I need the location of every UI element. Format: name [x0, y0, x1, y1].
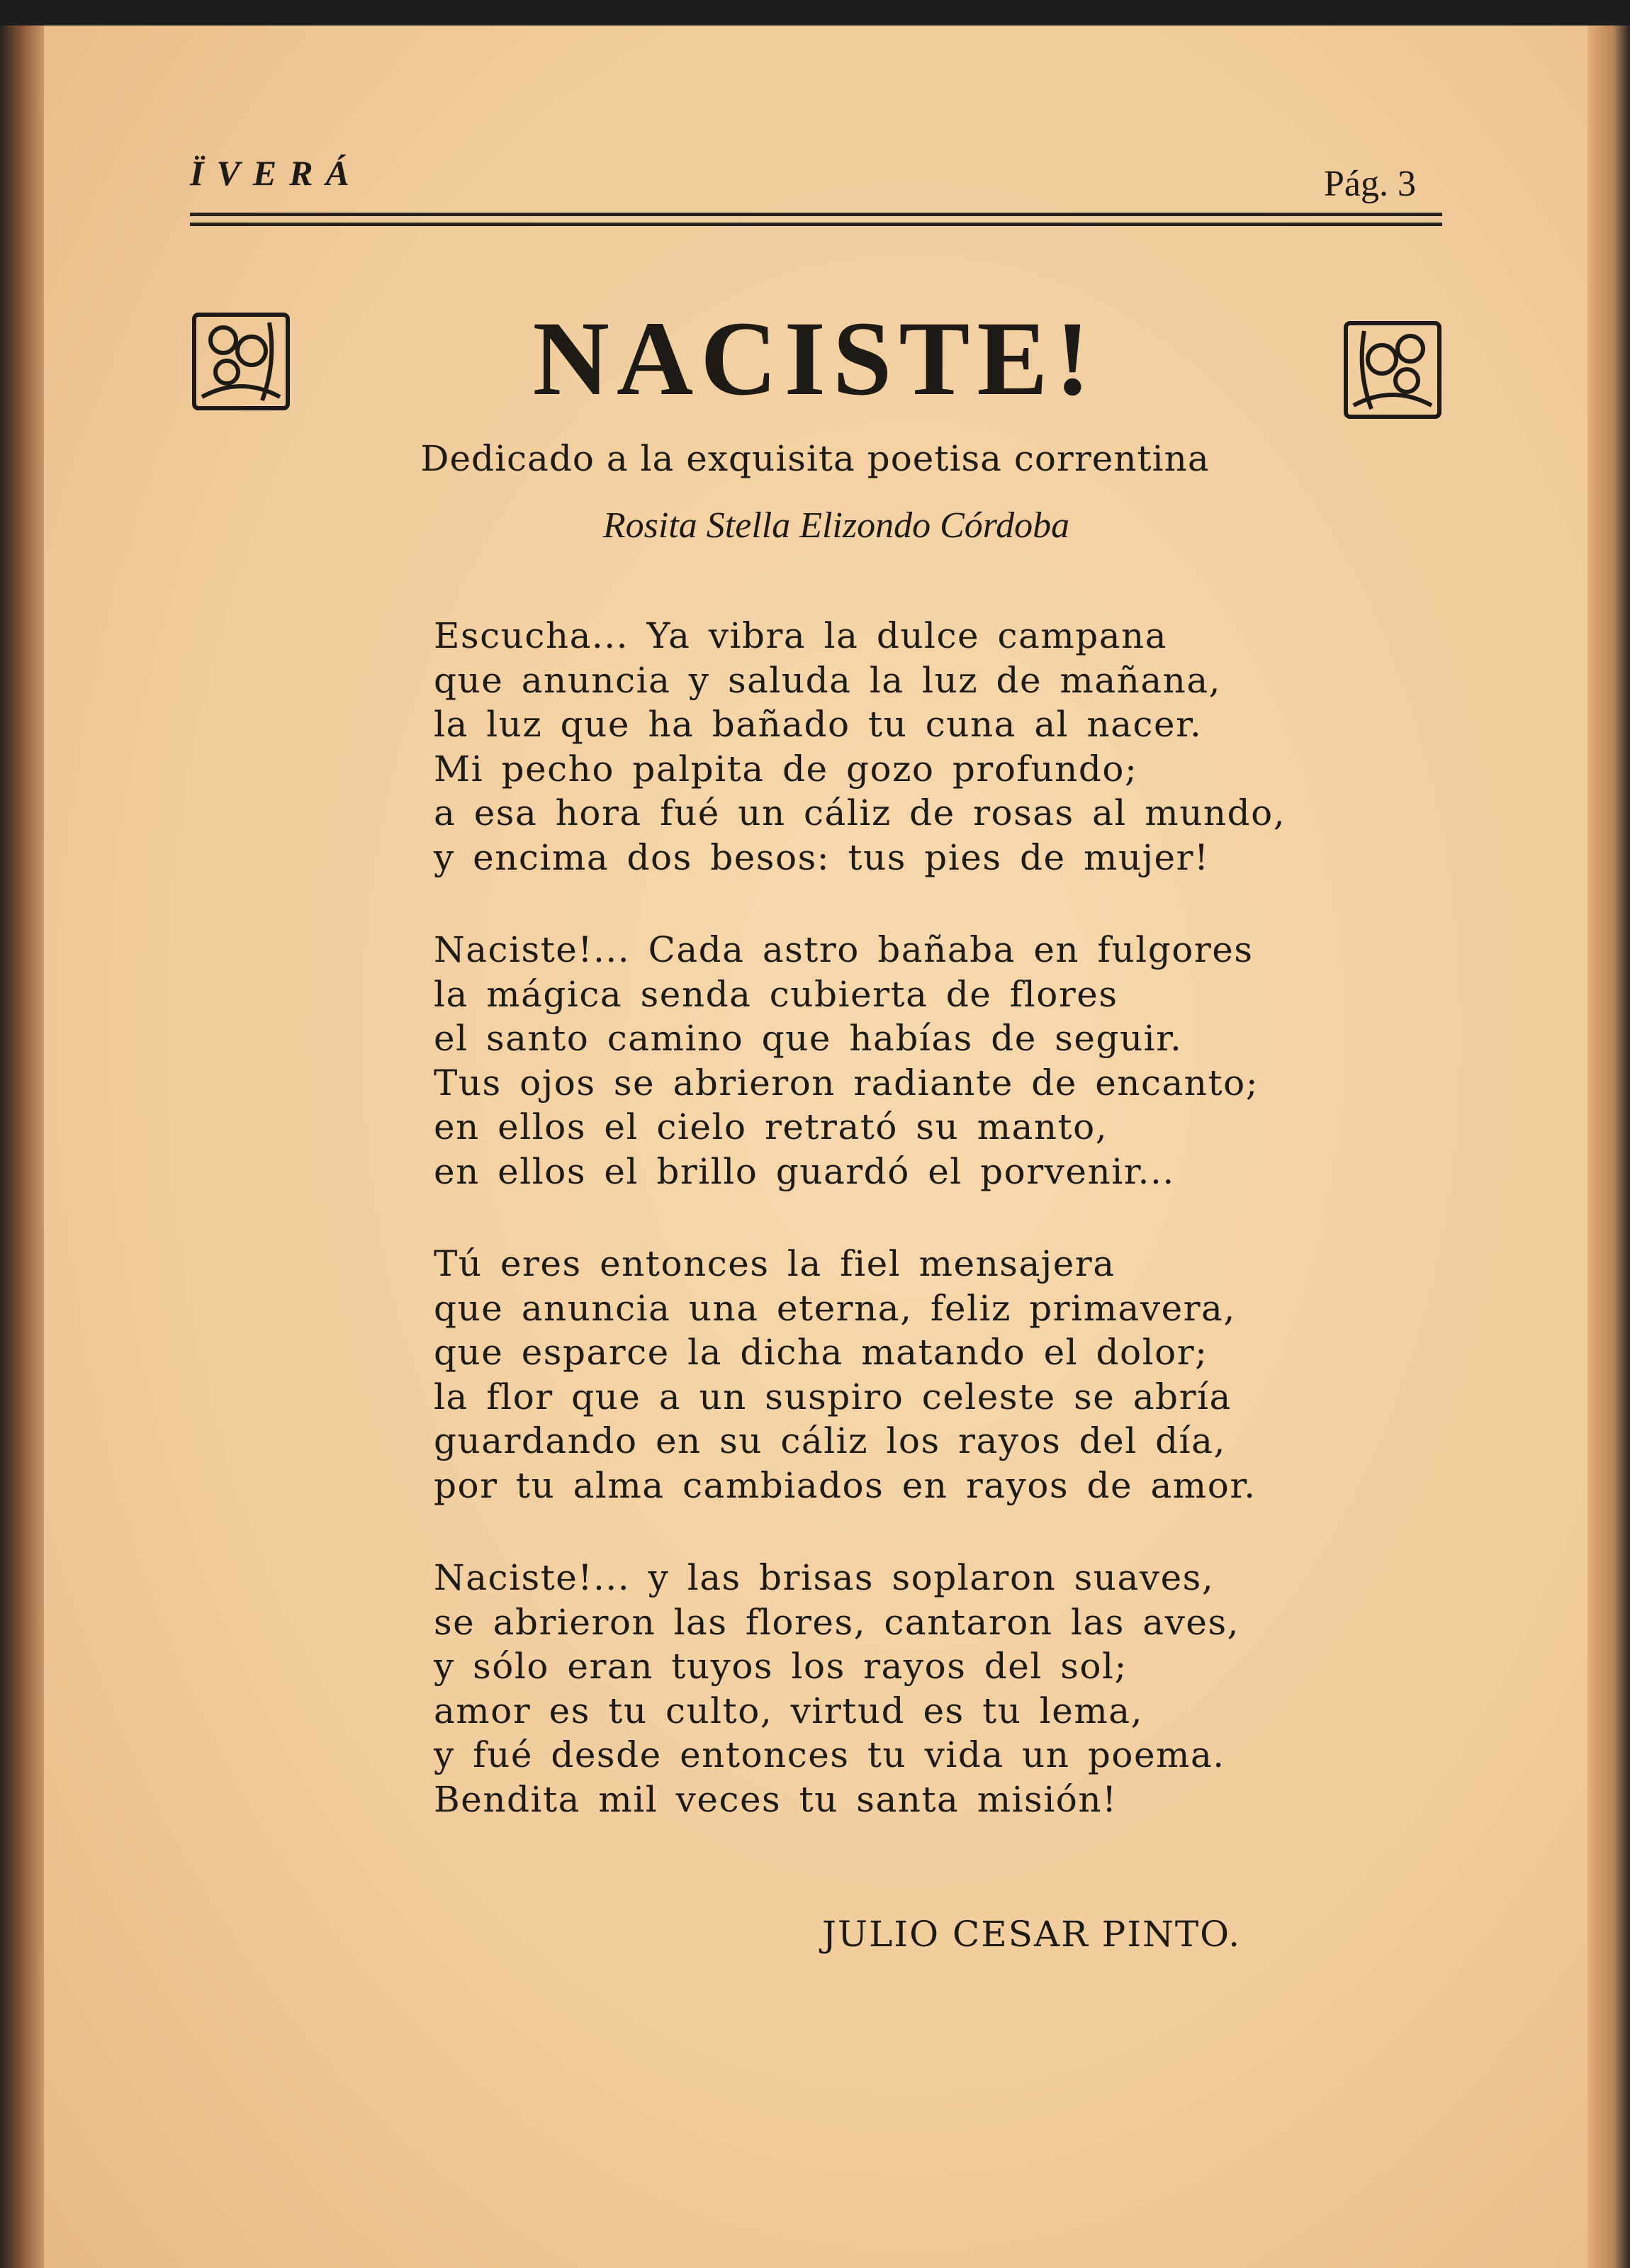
poem-line: por tu alma cambiados en rayos de amor.: [434, 1464, 1257, 1506]
header-rule: [190, 223, 1442, 226]
poem-line: y sólo eran tuyos los rayos del sol;: [434, 1646, 1128, 1687]
stanza: [434, 614, 1286, 880]
stanza: [434, 1556, 1286, 1821]
poem-line: Naciste!... Cada astro bañaba en fulgores: [434, 929, 1254, 970]
author-signature: JULIO CESAR PINTO.: [822, 1914, 1242, 1955]
poem-line: Tú eres entonces la fiel mensajera: [434, 1243, 1115, 1284]
header-rule: [190, 213, 1442, 216]
poem-line: la luz que ha bañado tu cuna al nacer.: [434, 704, 1203, 745]
poem-line: amor es tu culto, virtud es tu lema,: [434, 1690, 1143, 1731]
stanza: [434, 1242, 1286, 1508]
stanza: [434, 928, 1286, 1194]
poem-line: Naciste!... y las brisas soplaron suaves,: [434, 1557, 1215, 1598]
poem-line: que esparce la dicha matando el dolor;: [434, 1332, 1208, 1373]
poem-line: a esa hora fué un cáliz de rosas al mundo,: [434, 792, 1286, 833]
poem-line: en ellos el cielo retrató su manto,: [434, 1106, 1108, 1147]
poem-line: la mágica senda cubierta de flores: [434, 973, 1118, 1015]
poem-line: y encima dos besos: tus pies de mujer!: [434, 836, 1210, 878]
dedication-name: Rosita Stella Elizondo Córdoba: [602, 505, 1070, 546]
poem-line: Mi pecho palpita de gozo profundo;: [434, 748, 1138, 790]
poem-line: Tus ojos se abrieron radiante de encanto;: [434, 1062, 1259, 1104]
poem-line: y fué desde entonces tu vida un poema.: [434, 1734, 1225, 1775]
poem-line: se abrieron las flores, cantaron las aves,: [434, 1601, 1240, 1643]
poem-line: el santo camino que habías de seguir.: [434, 1018, 1183, 1059]
poem-line: en ellos el brillo guardó el porvenir...: [434, 1150, 1175, 1192]
dedication-text: Dedicado a la exquisita poetisa correntina: [420, 438, 1210, 479]
poem-line: Escucha... Ya vibra la dulce campana: [434, 615, 1168, 656]
poem-title: NACISTE!: [532, 300, 1098, 417]
poem-line: Bendita mil veces tu santa misión!: [434, 1778, 1118, 1820]
poem-line: que anuncia una eterna, feliz primavera,: [434, 1287, 1236, 1329]
poem-body: [434, 614, 1286, 1870]
poem-line: guardando en su cáliz los rayos del día,: [434, 1420, 1226, 1461]
running-header-title: ÏVERÁ: [190, 153, 362, 193]
poem-line: que anuncia y saluda la luz de mañana,: [434, 659, 1222, 701]
poem-line: la flor que a un suspiro celeste se abría: [434, 1376, 1232, 1418]
page-number: Pág. 3: [1324, 164, 1416, 204]
